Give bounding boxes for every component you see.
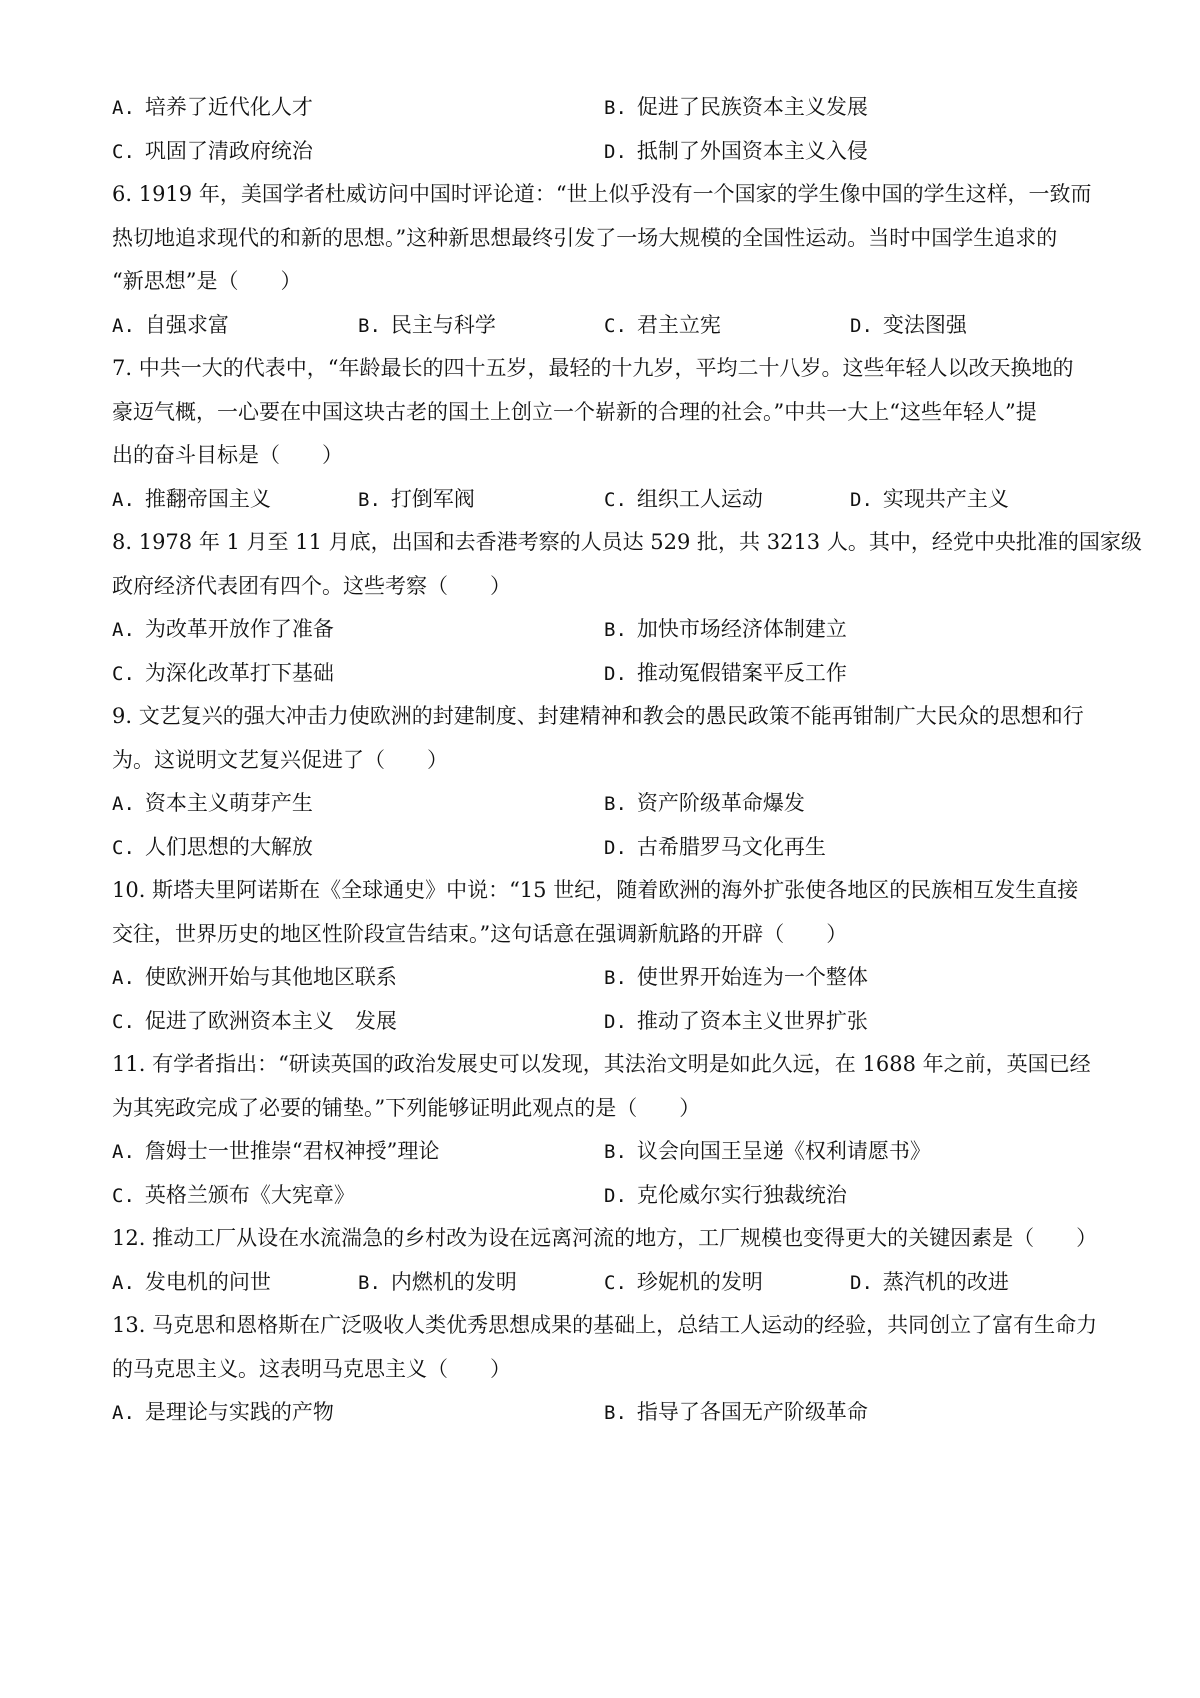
q5-option-c: C. 巩固了清政府统治 xyxy=(112,139,313,163)
q6-option-b: B. 民主与科学 xyxy=(358,313,496,337)
q11-option-d: D. 克伦威尔实行独裁统治 xyxy=(604,1183,847,1207)
q7-text-line-1: 7. 中共一大的代表中，“年龄最长的四十五岁，最轻的十九岁，平均二十八岁。这些年轻人以改天换地的 xyxy=(112,356,1074,380)
q7-option-b: B. 打倒军阀 xyxy=(358,487,475,511)
q8-text-line-2: 政府经济代表团有四个。这些考察（ ） xyxy=(112,574,511,598)
q13-option-a: A. 是理论与实践的产物 xyxy=(112,1400,334,1424)
q6-option-c: C. 君主立宪 xyxy=(604,313,721,337)
q11-option-c: C. 英格兰颁布《大宪章》 xyxy=(112,1183,355,1207)
q11-option-b: B. 议会向国王呈递《权利请愿书》 xyxy=(604,1139,931,1163)
q10-text-line-1: 10. 斯塔夫里阿诺斯在《全球通史》中说：“15 世纪，随着欧洲的海外扩张使各地区的民族相互发生直接 xyxy=(112,878,1079,902)
q9-option-b: B. 资产阶级革命爆发 xyxy=(604,791,805,815)
q9-option-a: A. 资本主义萌芽产生 xyxy=(112,791,313,815)
q13-text-line-2: 的马克思主义。这表明马克思主义（ ） xyxy=(112,1357,511,1381)
q5-option-a: A. 培养了近代化人才 xyxy=(112,95,313,119)
q9-option-c: C. 人们思想的大解放 xyxy=(112,835,313,859)
q9-text-line-1: 9. 文艺复兴的强大冲击力使欧洲的封建制度、封建精神和教会的愚民政策不能再钳制广大民众的思想和行 xyxy=(112,704,1084,728)
q10-option-d: D. 推动了资本主义世界扩张 xyxy=(604,1009,868,1033)
q6-text-line-2: 热切地追求现代的和新的思想。”这种新思想最终引发了一场大规模的全国性运动。当时中国学生追求的 xyxy=(112,226,1058,250)
q7-text-line-3: 出的奋斗目标是（ ） xyxy=(112,443,343,467)
q5-option-b: B. 促进了民族资本主义发展 xyxy=(604,95,868,119)
q7-text-line-2: 豪迈气概，一心要在中国这块古老的国土上创立一个崭新的合理的社会。”中共一大上“这些年轻人”提 xyxy=(112,400,1037,424)
q7-option-d: D. 实现共产主义 xyxy=(850,487,1009,511)
q10-option-a: A. 使欧洲开始与其他地区联系 xyxy=(112,965,397,989)
q8-option-d: D. 推动冤假错案平反工作 xyxy=(604,661,847,685)
q9-text-line-2: 为。这说明文艺复兴促进了（ ） xyxy=(112,748,448,772)
q8-option-c: C. 为深化改革打下基础 xyxy=(112,661,334,685)
q8-text-line-1: 8. 1978 年 1 月至 11 月底，出国和去香港考察的人员达 529 批，共 3213 人。其中，经党中央批准的国家级 xyxy=(112,530,1142,554)
q12-option-c: C. 珍妮机的发明 xyxy=(604,1270,763,1294)
q13-text-line-1: 13. 马克思和恩格斯在广泛吸收人类优秀思想成果的基础上，总结工人运动的经验，共同创立了富有生命力 xyxy=(112,1313,1098,1337)
q6-option-a: A. 自强求富 xyxy=(112,313,229,337)
q12-option-b: B. 内燃机的发明 xyxy=(358,1270,517,1294)
q5-option-d: D. 抵制了外国资本主义入侵 xyxy=(604,139,868,163)
q8-option-b: B. 加快市场经济体制建立 xyxy=(604,617,847,641)
q9-option-d: D. 古希腊罗马文化再生 xyxy=(604,835,826,859)
q7-option-c: C. 组织工人运动 xyxy=(604,487,763,511)
q7-option-a: A. 推翻帝国主义 xyxy=(112,487,271,511)
q10-option-b: B. 使世界开始连为一个整体 xyxy=(604,965,868,989)
q10-option-c: C. 促进了欧洲资本主义 发展 xyxy=(112,1009,397,1033)
q12-option-a: A. 发电机的问世 xyxy=(112,1270,271,1294)
q12-option-d: D. 蒸汽机的改进 xyxy=(850,1270,1009,1294)
q11-text-line-2: 为其宪政完成了必要的铺垫。”下列能够证明此观点的是（ ） xyxy=(112,1096,701,1120)
q6-option-d: D. 变法图强 xyxy=(850,313,967,337)
q10-text-line-2: 交往，世界历史的地区性阶段宣告结束。”这句话意在强调新航路的开辟（ ） xyxy=(112,922,848,946)
q11-option-a: A. 詹姆士一世推崇“君权神授”理论 xyxy=(112,1139,440,1163)
q12-text-line-1: 12. 推动工厂从设在水流湍急的乡村改为设在远离河流的地方，工厂规模也变得更大的关键因素是（ ） xyxy=(112,1226,1098,1250)
q6-text-line-3: “新思想”是（ ） xyxy=(112,269,302,293)
q6-text-line-1: 6. 1919 年，美国学者杜威访问中国时评论道：“世上似乎没有一个国家的学生像中国的学生这样，一致而 xyxy=(112,182,1092,206)
q8-option-a: A. 为改革开放作了准备 xyxy=(112,617,334,641)
q11-text-line-1: 11. 有学者指出：“研读英国的政治发展史可以发现，其法治文明是如此久远，在 1688 年之前，英国已经 xyxy=(112,1052,1091,1076)
q13-option-b: B. 指导了各国无产阶级革命 xyxy=(604,1400,868,1424)
